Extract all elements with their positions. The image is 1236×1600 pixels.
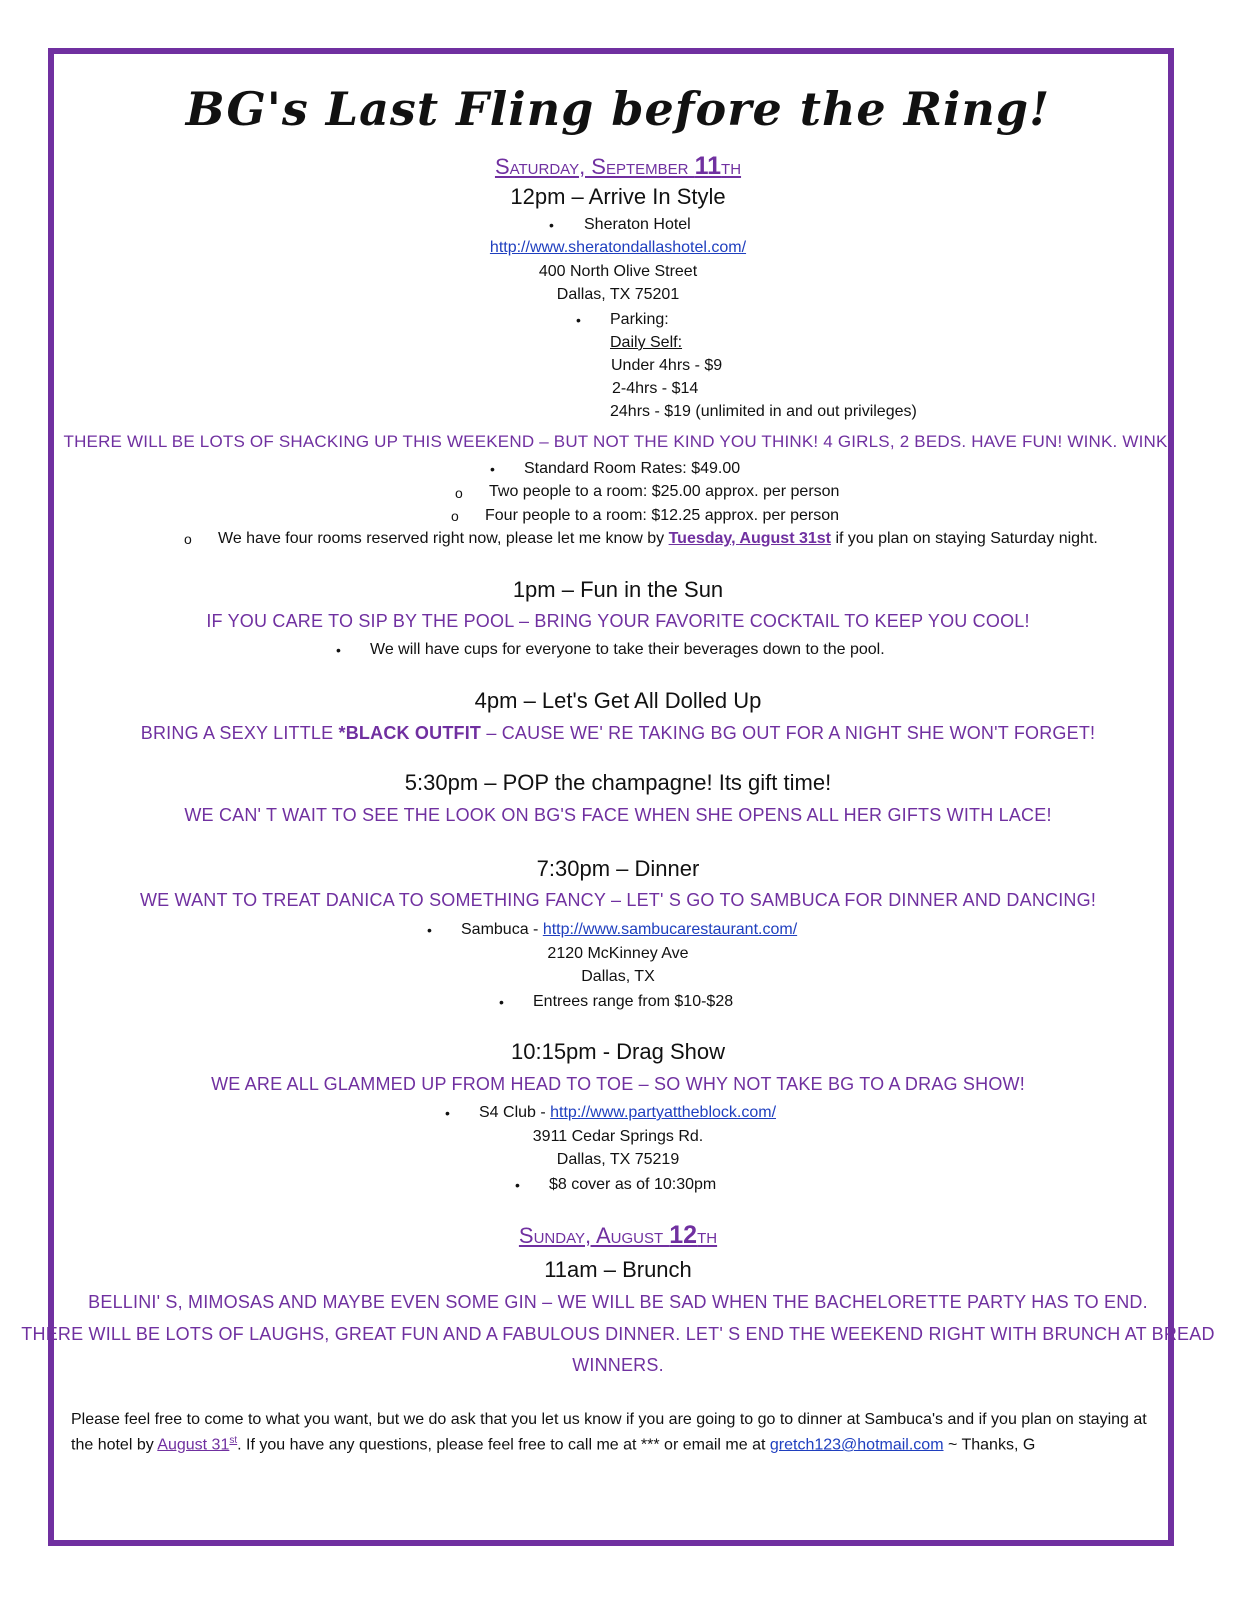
- email-link[interactable]: gretch123@hotmail.com: [769, 1436, 944, 1454]
- sambuca-name: Sambuca -: [461, 921, 543, 938]
- dolled-note-text: BRING A SEXY LITTLE: [140, 723, 339, 743]
- footer-date: August 31: [157, 1436, 230, 1454]
- hotel-name: Sheraton Hotel: [584, 216, 691, 233]
- hotel-link[interactable]: http://www.sheratondallashotel.com/: [489, 239, 747, 256]
- s4-club-link[interactable]: http://www.partyattheblock.com/: [550, 1104, 777, 1121]
- cups-note: We will have cups for everyone to take their beverages down to the pool.: [370, 641, 885, 658]
- bullet: •: [549, 217, 554, 233]
- s4-club-line: [479, 1104, 776, 1122]
- parking-rate-2-4: 2-4hrs - $14: [612, 380, 699, 397]
- circle-bullet: o: [455, 485, 463, 501]
- sunday-heading-number: 12: [669, 1221, 698, 1249]
- parking-label: Parking:: [610, 311, 669, 328]
- bullet: •: [515, 1177, 520, 1193]
- champagne-note: WE CAN' T WAIT TO SEE THE LOOK ON BG'S FACE WHEN SHE OPENS ALL HER GIFTS WITH LACE!: [184, 805, 1052, 825]
- dinner-time: 7:30pm – Dinner: [536, 856, 700, 881]
- hotel-city: Dallas, TX 75201: [556, 286, 680, 303]
- footer-signoff: ~ Thanks, G: [943, 1436, 1036, 1454]
- brunch-note-2: THERE WILL BE LOTS OF LAUGHS, GREAT FUN AND A FABULOUS DINNER. LET' S END THE WEEKEND RIGHT WITH BRUNCH AT BREAD: [21, 1324, 1215, 1344]
- s4-club-name: S4 Club -: [479, 1104, 551, 1121]
- sambuca-city: Dallas, TX: [581, 968, 655, 985]
- champagne-time: 5:30pm – POP the champagne! Its gift time!: [404, 770, 832, 795]
- dinner-note: WE WANT TO TREAT DANICA TO SOMETHING FANCY – LET' S GO TO SAMBUCA FOR DINNER AND DANCING!: [139, 890, 1097, 910]
- drag-note: WE ARE ALL GLAMMED UP FROM HEAD TO TOE – SO WHY NOT TAKE BG TO A DRAG SHOW!: [211, 1074, 1025, 1094]
- cover-charge: $8 cover as of 10:30pm: [549, 1176, 717, 1193]
- reserve-note: [218, 530, 1098, 548]
- bullet: •: [576, 312, 581, 328]
- footer-text: Please feel free to come to what you want, but we do ask that you let us know if you are going to go to dinner at Sambuca's and if you plan on staying at the hotel by: [71, 1411, 1147, 1454]
- sun-fun-note: IF YOU CARE TO SIP BY THE POOL – BRING YOUR FAVORITE COCKTAIL TO KEEP YOU COOL!: [206, 611, 1030, 631]
- arrive-time: 12pm – Arrive In Style: [510, 184, 726, 209]
- entrees-range: Entrees range from $10-$28: [533, 993, 734, 1010]
- black-outfit-text: *BLACK OUTFIT: [338, 723, 482, 743]
- daily-self-label: Daily Self:: [610, 334, 683, 351]
- brunch-note-1: BELLINI' S, MIMOSAS AND MAYBE EVEN SOME GIN – WE WILL BE SAD WHEN THE BACHELORETTE PARTY HAS TO END.: [88, 1292, 1148, 1312]
- reserve-date-link[interactable]: Tuesday, August 31st: [668, 530, 831, 547]
- sunday-heading-suffix: th: [697, 1223, 718, 1248]
- bullet: •: [427, 922, 432, 938]
- reserve-note-end: if you plan on staying Saturday night.: [831, 530, 1098, 547]
- sun-fun-time: 1pm – Fun in the Sun: [512, 577, 724, 602]
- room-rate: Standard Room Rates: $49.00: [524, 460, 741, 477]
- drag-time: 10:15pm - Drag Show: [511, 1039, 725, 1064]
- brunch-note-3: WINNERS.: [572, 1355, 664, 1375]
- sunday-heading-text: Sunday, August: [518, 1223, 670, 1248]
- two-people-rate: Two people to a room: $25.00 approx. per person: [489, 483, 840, 500]
- hotel-street: 400 North Olive Street: [538, 263, 698, 280]
- parking-rate-under-4: Under 4hrs - $9: [611, 357, 723, 374]
- footer-date-suffix: st: [229, 1435, 238, 1446]
- saturday-heading: [0, 152, 1236, 181]
- parking-rate-24: 24hrs - $19 (unlimited in and out privileges): [610, 403, 917, 420]
- four-people-rate: Four people to a room: $12.25 approx. per person: [485, 507, 839, 524]
- circle-bullet: o: [184, 531, 192, 547]
- bullet: •: [445, 1105, 450, 1121]
- page-title: BG's Last Fling before the Ring!: [185, 82, 1051, 136]
- bullet: •: [336, 642, 341, 658]
- s4-club-street: 3911 Cedar Springs Rd.: [532, 1128, 704, 1145]
- dolled-time: 4pm – Let's Get All Dolled Up: [474, 688, 762, 713]
- sunday-heading: [0, 1221, 1236, 1250]
- sambuca-link[interactable]: http://www.sambucarestaurant.com/: [542, 921, 798, 938]
- brunch-time: 11am – Brunch: [544, 1257, 692, 1282]
- saturday-heading-suffix: th: [721, 154, 742, 179]
- dolled-note-end: – CAUSE WE' RE TAKING BG OUT FOR A NIGHT SHE WON'T FORGET!: [481, 723, 1096, 743]
- bullet: •: [490, 461, 495, 477]
- circle-bullet: o: [451, 508, 459, 524]
- reserve-note-text: We have four rooms reserved right now, please let me know by: [218, 530, 669, 547]
- footer-note: [71, 1409, 1161, 1455]
- footer-text-2: . If you have any questions, please feel free to call me at *** or email me at: [237, 1436, 770, 1454]
- saturday-heading-number: 11: [694, 152, 722, 180]
- sambuca-line: [461, 921, 797, 939]
- s4-club-city: Dallas, TX 75219: [556, 1151, 680, 1168]
- sambuca-street: 2120 McKinney Ave: [547, 945, 689, 962]
- bullet: •: [499, 994, 504, 1010]
- saturday-heading-text: Saturday, September: [494, 154, 695, 179]
- shacking-note: THERE WILL BE LOTS OF SHACKING UP THIS WEEKEND – BUT NOT THE KIND YOU THINK! 4 GIRLS, 2 BEDS. HAVE FUN! WINK. WINK.: [63, 432, 1173, 451]
- dolled-note: [0, 723, 1236, 744]
- hotel-link-wrap: [0, 239, 1236, 257]
